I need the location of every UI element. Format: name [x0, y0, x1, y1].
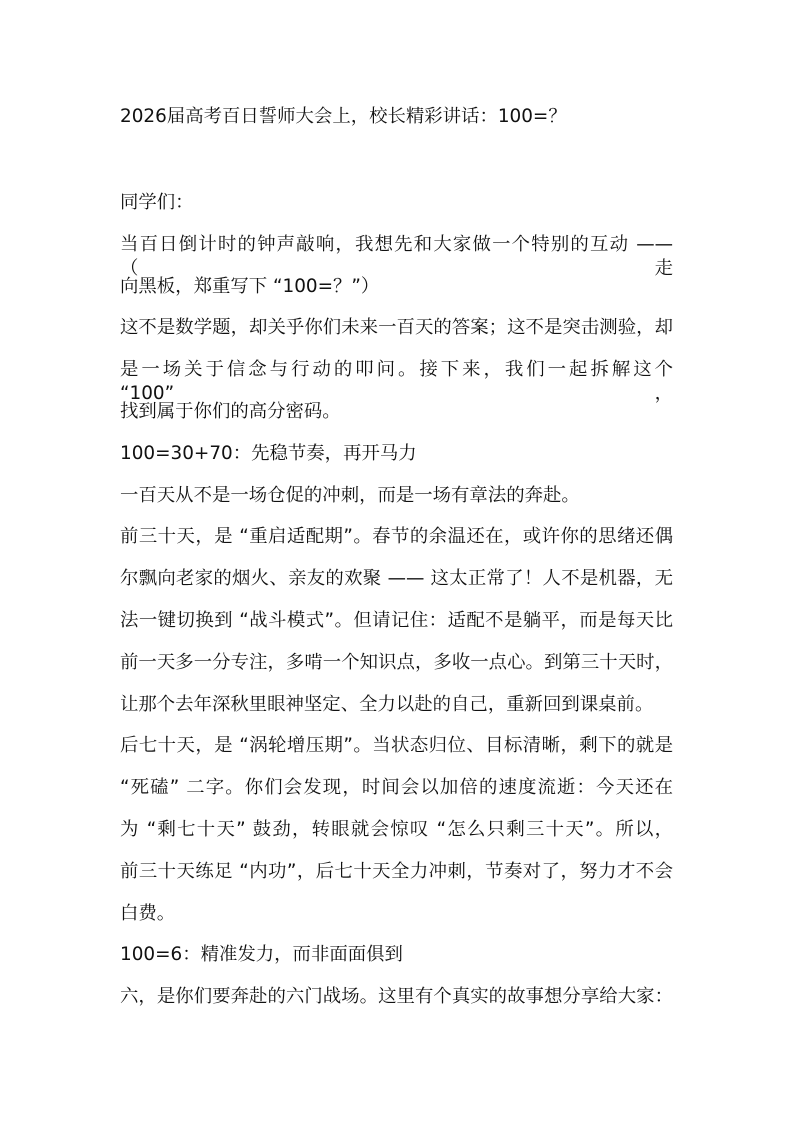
- paragraph-line: 后七十天，是 “涡轮增压期”。当状态归位、目标清晰，剩下的就是: [120, 735, 673, 757]
- paragraph-line: 前三十天练足 “内功”，后七十天全力冲刺，节奏对了，努力才不会: [120, 860, 673, 882]
- paragraph-line: 向黑板，郑重写下 “100=？”）: [120, 275, 380, 297]
- paragraph-line: 为 “剩七十天” 鼓劲，转眼就会惊叹 “怎么只剩三十天”。所以，: [120, 819, 673, 840]
- paragraph-line: 白费。: [120, 902, 176, 924]
- paragraph-line: 法一键切换到 “战斗模式”。但请记住：适配不是躺平，而是每天比: [120, 610, 673, 631]
- paragraph-line: 一百天从不是一场仓促的冲刺，而是一场有章法的奔赴。: [120, 484, 580, 506]
- paragraph-line: 找到属于你们的高分密码。: [120, 401, 341, 422]
- paragraph-line: 当百日倒计时的钟声敲响，我想先和大家做一个特别的互动 ——（走: [120, 233, 673, 279]
- paragraph-line: 让那个去年深秋里眼神坚定、全力以赴的自己，重新回到课桌前。: [120, 693, 654, 715]
- paragraph-line: 前一天多一分专注，多啃一个知识点，多收一点心。到第三十天时，: [120, 651, 673, 673]
- paragraph-line: 100=30+70：先稳节奏，再开马力: [120, 442, 417, 464]
- paragraph-line: 这不是数学题，却关乎你们未来一百天的答案；这不是突击测验，却: [120, 317, 673, 339]
- paragraph-line: 六，是你们要奔赴的六门战场。这里有个真实的故事想分享给大家：: [120, 986, 673, 1008]
- paragraph-line: 尔飘向老家的烟火、亲友的欢聚 —— 这太正常了！人不是机器，无: [120, 568, 673, 590]
- paragraph-line: “死磕” 二字。你们会发现，时间会以加倍的速度流逝：今天还在: [120, 777, 673, 799]
- paragraph-line: 100=6：精准发力，而非面面俱到: [120, 944, 403, 966]
- paragraph-line: 同学们：: [120, 192, 194, 213]
- paragraph-line: 是一场关于信念与行动的叩问。接下来，我们一起拆解这个 “100”，: [120, 359, 673, 405]
- paragraph-line: 前三十天，是 “重启适配期”。春节的余温还在，或许你的思绪还偶: [120, 526, 673, 548]
- document-title: 2026届高考百日誓师大会上，校长精彩讲话：100=？: [120, 106, 567, 127]
